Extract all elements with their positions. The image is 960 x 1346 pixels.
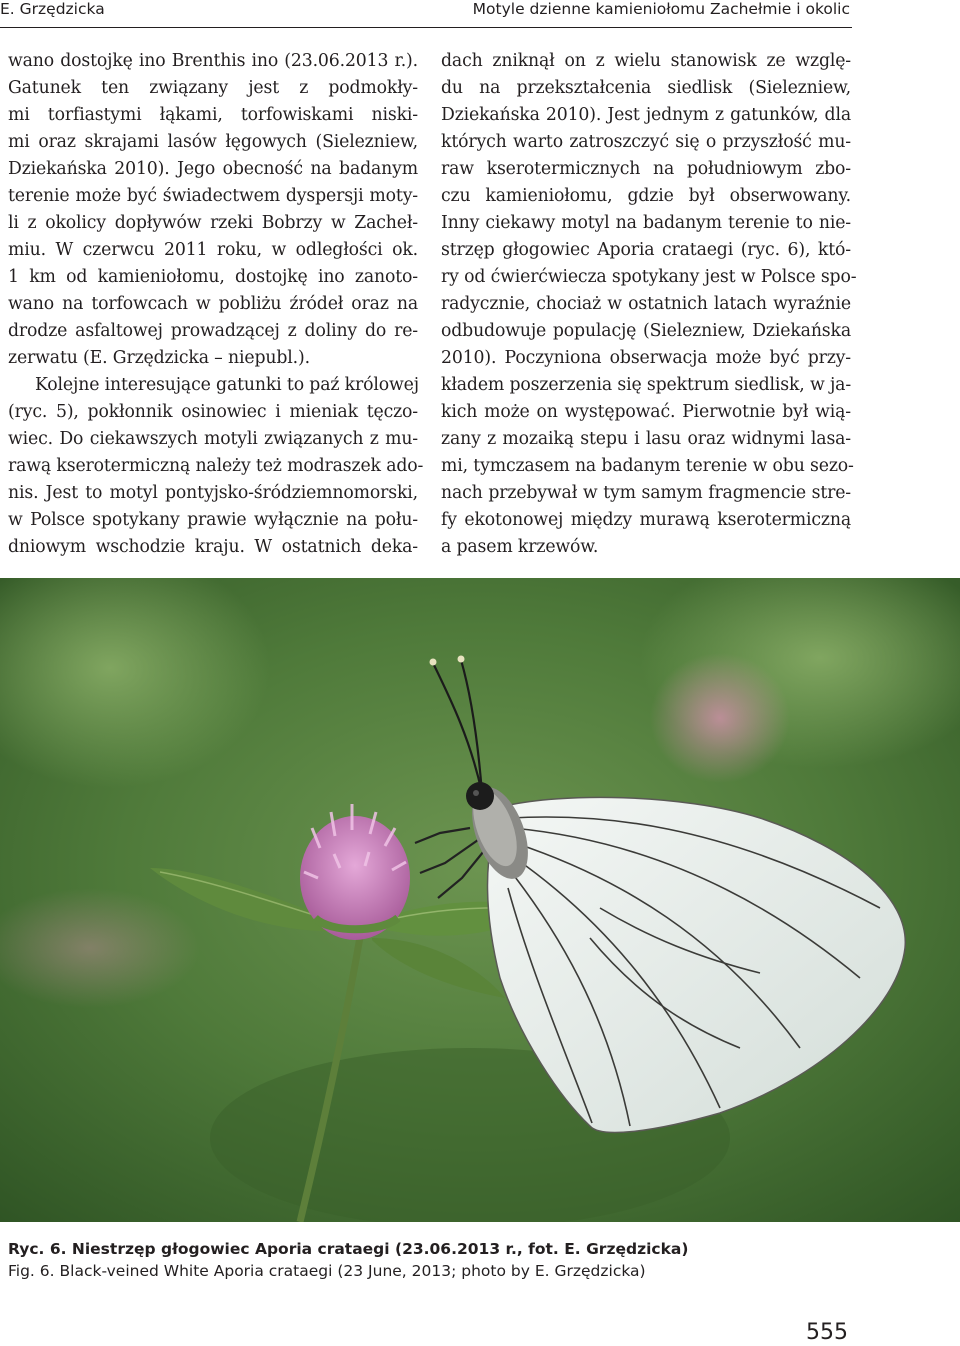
text-line: mi oraz skrajami lasów łęgowych (Sielezniew,	[8, 132, 418, 152]
text-line: Kolejne interesujące gatunki to paź królowej	[35, 375, 419, 395]
text-line: nis. Jest to motyl pontyjsko-śródziemnomorski,	[8, 483, 418, 503]
text-line: czu kamieniołomu, gdzie był obserwowany.	[441, 186, 851, 206]
text-line: których warto zatroszczyć się o przyszłość mu-	[441, 132, 851, 152]
text-line: raw kserotermicznych na południowym zbo-	[441, 159, 851, 179]
running-header-title: Motyle dzienne kamieniołomu Zachełmie i okolic	[472, 0, 850, 18]
text-line: ry od ćwierćwiecza spotykany jest w Polsce spo-	[441, 267, 857, 287]
butterfly-head	[466, 782, 494, 810]
text-line: w Polsce spotykany prawie wyłącznie na połu-	[8, 510, 418, 530]
text-line: dniowym wschodzie kraju. W ostatnich deka-	[8, 537, 418, 557]
text-line: fy ekotonowej między murawą kserotermiczną	[441, 510, 851, 530]
text-line: nach przebywał w tym samym fragmencie stre-	[441, 483, 851, 503]
text-line: strzęp głogowiec Aporia crataegi (ryc. 6), któ-	[441, 240, 851, 260]
text-line: Dziekańska 2010). Jego obecność na badanym	[8, 159, 418, 179]
text-line: dach zniknął on z wielu stanowisk ze wzglę-	[441, 51, 851, 71]
butterfly-photo	[0, 578, 960, 1222]
text-line: mi, tymczasem na badanym terenie w obu sezo-	[441, 456, 854, 476]
text-line: a pasem krzewów.	[441, 537, 599, 557]
text-line: terenie może być świadectwem dyspersji moty-	[8, 186, 418, 206]
text-line: zerwatu (E. Grzędzicka – niepubl.).	[8, 348, 310, 368]
text-line: 1 km od kamieniołomu, dostojkę ino zanoto-	[8, 267, 418, 287]
right-text-column	[441, 48, 857, 561]
running-header-author: E. Grzędzicka	[0, 0, 105, 18]
text-line: Dziekańska 2010). Jest jednym z gatunków, dla	[441, 105, 851, 125]
page-number: 555	[806, 1320, 848, 1345]
text-line: 2010). Poczyniona obserwacja może być przy-	[441, 348, 851, 368]
text-line: li z okolicy dopływów rzeki Bobrzy w Zacheł-	[8, 213, 418, 233]
text-line: wiec. Do ciekawszych motyli związanych z mu-	[8, 429, 418, 449]
text-line: mi torfiastymi łąkami, torfowiskami niski-	[8, 105, 418, 125]
header-rule	[0, 27, 852, 28]
text-line: radycznie, chociaż w ostatnich latach wyraźnie	[441, 294, 851, 314]
text-line: wano dostojkę ino Brenthis ino (23.06.2013 r.).	[8, 51, 418, 71]
text-line: drodze asfaltowej prowadzącej z doliny do re-	[8, 321, 418, 341]
text-line: miu. W czerwcu 2011 roku, w odległości ok.	[8, 240, 418, 260]
text-line: wano na torfowcach w pobliżu źródeł oraz na	[8, 294, 418, 314]
text-line: odbudowuje populację (Sielezniew, Dziekańska	[441, 321, 851, 341]
text-line: du na przekształcenia siedlisk (Sielezniew,	[441, 78, 851, 98]
text-line: zany z mozaiką stepu i lasu oraz widnymi lasa-	[441, 429, 851, 449]
figure-caption-polish: Ryc. 6. Niestrzęp głogowiec Aporia crataegi (23.06.2013 r., fot. E. Grzędzicka)	[8, 1240, 689, 1258]
text-line: kich może on występować. Pierwotnie był wią-	[441, 402, 851, 422]
left-text-column	[8, 48, 424, 561]
text-line: (ryc. 5), pokłonnik osinowiec i mieniak tęczo-	[8, 402, 418, 422]
text-line: Inny ciekawy motyl na badanym terenie to nie-	[441, 213, 851, 233]
text-line: kładem poszerzenia się spektrum siedlisk, w ja-	[441, 375, 852, 395]
figure-caption-english: Fig. 6. Black-veined White Aporia crataegi (23 June, 2013; photo by E. Grzędzicka)	[8, 1262, 646, 1280]
text-line: rawą kserotermiczną należy też modraszek ado-	[8, 456, 424, 476]
text-line: Gatunek ten związany jest z podmokły-	[8, 78, 418, 98]
